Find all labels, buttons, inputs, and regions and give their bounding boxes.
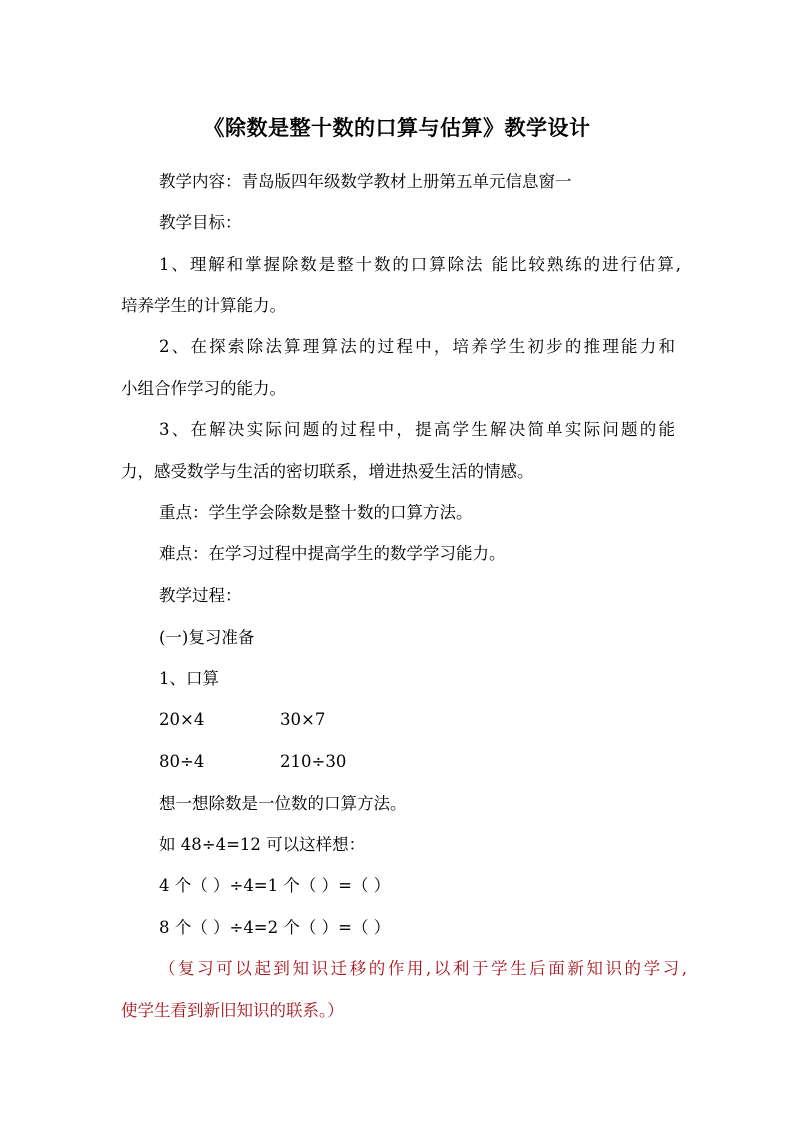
note-line-2: 使学生看到新旧知识的联系。） bbox=[121, 1001, 344, 1020]
objective-2-line-1: 2、在探索除法算理算法的过程中，培养学生初步的推理能力和 bbox=[159, 337, 675, 356]
calc-expression: 30×7 bbox=[280, 710, 326, 729]
calc-row-2 bbox=[159, 750, 346, 774]
item-1-oral-calc: 1、口算 bbox=[159, 669, 219, 688]
note-line-1: （复习可以起到知识迁移的作用,以利于学生后面新知识的学习, bbox=[159, 959, 687, 978]
objective-1-line-2: 培养学生的计算能力。 bbox=[121, 296, 286, 315]
key-point: 重点：学生学会除数是整十数的口算方法。 bbox=[159, 503, 473, 522]
example-line: 如 48÷4=12 可以这样想： bbox=[159, 835, 366, 854]
calc-expression: 210÷30 bbox=[280, 752, 347, 771]
objectives-heading: 教学目标： bbox=[159, 213, 242, 232]
calc-expression: 20×4 bbox=[159, 710, 205, 729]
document-title: 《除数是整十数的口算与估算》教学设计 bbox=[203, 116, 591, 140]
calc-row-1 bbox=[159, 708, 325, 732]
teaching-content: 教学内容：青岛版四年级数学教材上册第五单元信息窗一 bbox=[159, 172, 572, 191]
objective-3-line-1: 3、在解决实际问题的过程中，提高学生解决简单实际问题的能 bbox=[159, 420, 675, 439]
think-line: 想一想除数是一位数的口算方法。 bbox=[159, 794, 407, 813]
section-1-heading: (一)复习准备 bbox=[159, 628, 255, 647]
difficulty: 难点：在学习过程中提高学生的数学学习能力。 bbox=[159, 544, 506, 563]
objective-3-line-2: 力，感受数学与生活的密切联系，增进热爱生活的情感。 bbox=[121, 462, 534, 481]
process-heading: 教学过程： bbox=[159, 586, 242, 605]
step-2-line: 8 个（ ）÷4=2 个（ ）=（ ） bbox=[159, 918, 391, 937]
calc-expression: 80÷4 bbox=[159, 752, 205, 771]
objective-2-line-2: 小组合作学习的能力。 bbox=[121, 379, 286, 398]
step-1-line: 4 个（ ）÷4=1 个（ ）=（ ） bbox=[159, 876, 391, 895]
objective-1-line-1: 1、理解和掌握除数是整十数的口算除法 能比较熟练的进行估算, bbox=[159, 255, 681, 274]
